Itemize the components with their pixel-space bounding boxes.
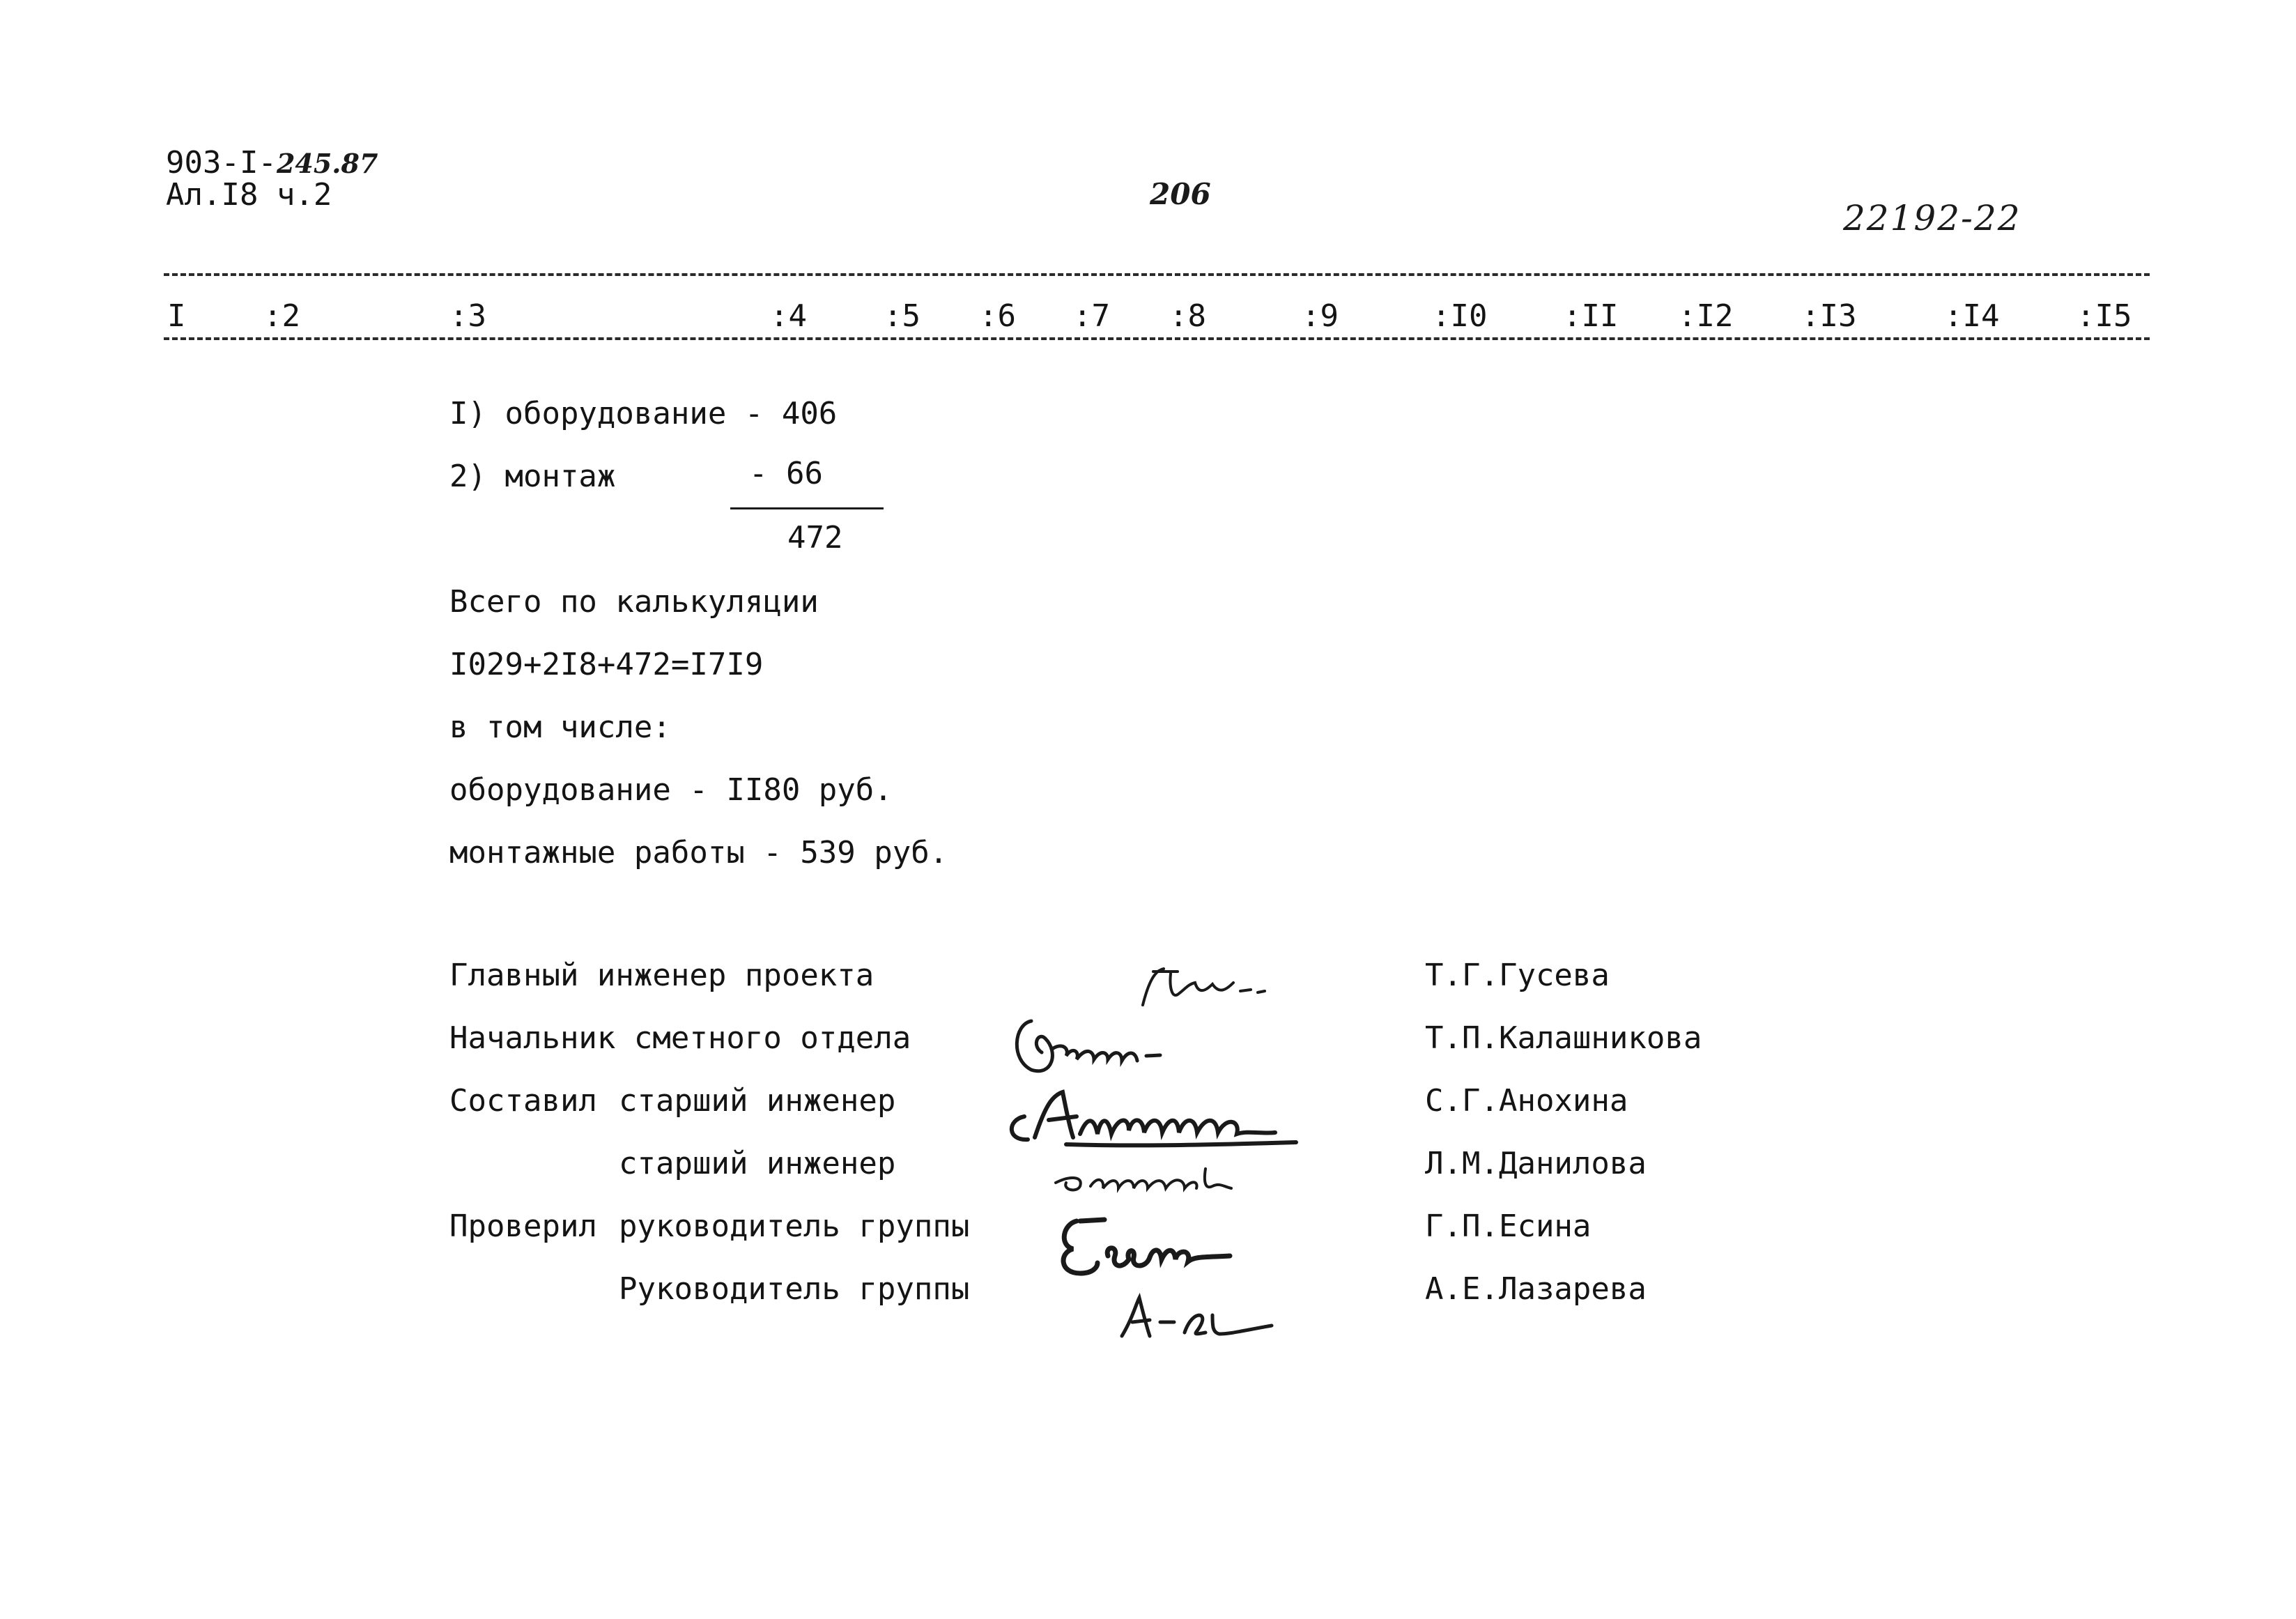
signer-name: А.Е.Лазарева — [1425, 1271, 1647, 1307]
column-number: :I3 — [1801, 298, 1857, 334]
signer-name: Т.Г.Гусева — [1425, 958, 1610, 993]
reference-number: 22192-22 — [1843, 198, 2021, 238]
signer-name: Л.М.Данилова — [1425, 1146, 1647, 1181]
total-formula: I029+2I8+472=I7I9 — [449, 647, 764, 682]
sum-value: 472 — [787, 520, 843, 555]
column-header-bottom-rule — [164, 337, 2150, 340]
column-number: :8 — [1169, 298, 1206, 334]
page-number: 206 — [1150, 177, 1211, 211]
signer-role: старший инженер — [619, 1083, 896, 1119]
column-number: :II — [1563, 298, 1619, 334]
column-number: :I4 — [1944, 298, 2000, 334]
installation-value: - 66 — [749, 456, 823, 491]
column-number: :I2 — [1678, 298, 1734, 334]
column-header-top-rule — [164, 273, 2150, 276]
doc-code — [166, 145, 378, 181]
equipment-line: I) оборудование - 406 — [449, 396, 838, 431]
equipment-total: оборудование - II80 руб. — [449, 772, 893, 808]
signer-role: Начальник сметного отдела — [449, 1020, 911, 1056]
signer-name: Г.П.Есина — [1425, 1209, 1592, 1244]
doc-code-handwritten: 245.87 — [276, 148, 378, 179]
total-title: Всего по калькуляции — [449, 584, 819, 620]
signer-role: руководитель группы — [619, 1209, 970, 1244]
signer-prefix: Составил — [449, 1083, 597, 1119]
column-number: :9 — [1302, 298, 1339, 334]
column-number: :I5 — [2077, 298, 2132, 334]
signer-role: Руководитель группы — [619, 1271, 970, 1307]
including-label: в том числе: — [449, 709, 671, 745]
column-number: :6 — [979, 298, 1016, 334]
signer-name: Т.П.Калашникова — [1425, 1020, 1702, 1056]
column-number: :7 — [1073, 298, 1110, 334]
column-number: :2 — [263, 298, 300, 334]
installation-total: монтажные работы - 539 руб. — [449, 835, 948, 870]
column-number: :5 — [884, 298, 920, 334]
signer-role: старший инженер — [619, 1146, 896, 1181]
doc-code-prefix: 903-I- — [166, 145, 277, 181]
sheet-label: Ал.I8 ч.2 — [166, 177, 332, 213]
sum-underline — [730, 507, 884, 509]
signature-lazareva — [1108, 1261, 1289, 1358]
handwritten-signature — [1108, 1284, 1289, 1346]
installation-label: 2) монтаж — [449, 459, 616, 494]
column-number: :I0 — [1432, 298, 1488, 334]
signer-name: С.Г.Анохина — [1425, 1083, 1628, 1119]
column-number: :4 — [770, 298, 807, 334]
column-number: :3 — [449, 298, 486, 334]
column-number: I — [167, 298, 186, 334]
signer-prefix: Проверил — [449, 1209, 597, 1244]
signer-role: Главный инженер проекта — [449, 958, 875, 993]
